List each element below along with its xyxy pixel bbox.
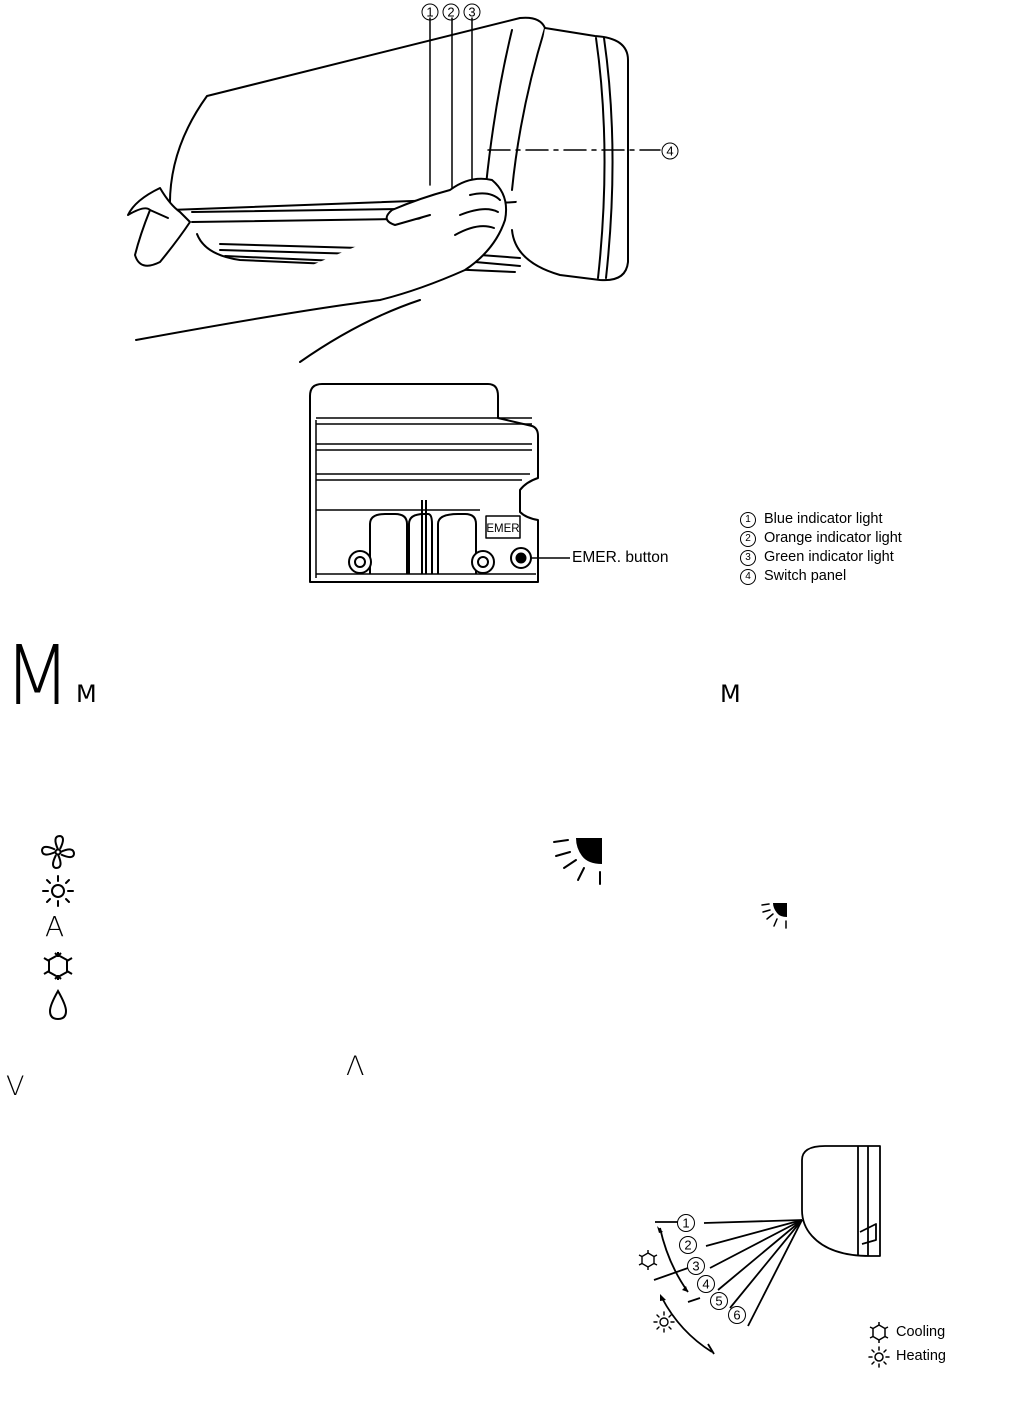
airflow-position-label: 2	[684, 1237, 692, 1253]
airflow-position-label: 5	[715, 1293, 723, 1309]
heating-legend-label: Heating	[896, 1348, 946, 1364]
emer-button-label: EMER. button	[572, 549, 669, 566]
switch-panel-illustration	[300, 378, 560, 588]
heat-icon	[40, 874, 76, 908]
cooling-legend-label: Cooling	[896, 1324, 946, 1340]
down-arrow-icon: V	[6, 1071, 25, 1102]
airflow-position-label: 4	[702, 1276, 710, 1292]
callout-2: 2	[447, 4, 455, 20]
sun-icon	[868, 1346, 890, 1368]
auto-icon: A	[45, 910, 65, 943]
legend-item: 1 Blue indicator light	[740, 510, 883, 529]
airflow-position-label: 6	[733, 1307, 741, 1323]
fan-icon	[38, 834, 78, 870]
legend-item: 2 Orange indicator light	[740, 529, 902, 548]
up-arrow-icon: Λ	[346, 1051, 365, 1082]
mode-button-symbol-right: M	[720, 680, 741, 708]
callout-1: 1	[426, 4, 434, 20]
dry-icon	[46, 988, 70, 1022]
indoor-unit-illustration	[0, 0, 1036, 380]
legend-item: 3 Green indicator light	[740, 548, 894, 567]
callout-3: 3	[468, 4, 476, 20]
cooling-range-icon	[639, 1250, 657, 1270]
mode-button-small-symbol: M	[76, 680, 97, 708]
airflow-position-label: 3	[692, 1258, 700, 1274]
sleep-sun-small-icon	[760, 901, 790, 931]
heating-range-icon	[654, 1312, 674, 1332]
snowflake-icon	[868, 1322, 890, 1344]
legend-item: 4 Switch panel	[740, 567, 846, 586]
airflow-position-label: 1	[682, 1215, 690, 1231]
cool-icon	[40, 950, 76, 984]
emer-callout-line	[530, 552, 570, 562]
emer-tag: EMER	[486, 523, 520, 535]
callout-4: 4	[666, 143, 674, 159]
mode-button-large-symbol: M	[3, 629, 71, 724]
airflow-diagram	[630, 1140, 890, 1370]
sleep-sun-icon	[552, 836, 606, 890]
